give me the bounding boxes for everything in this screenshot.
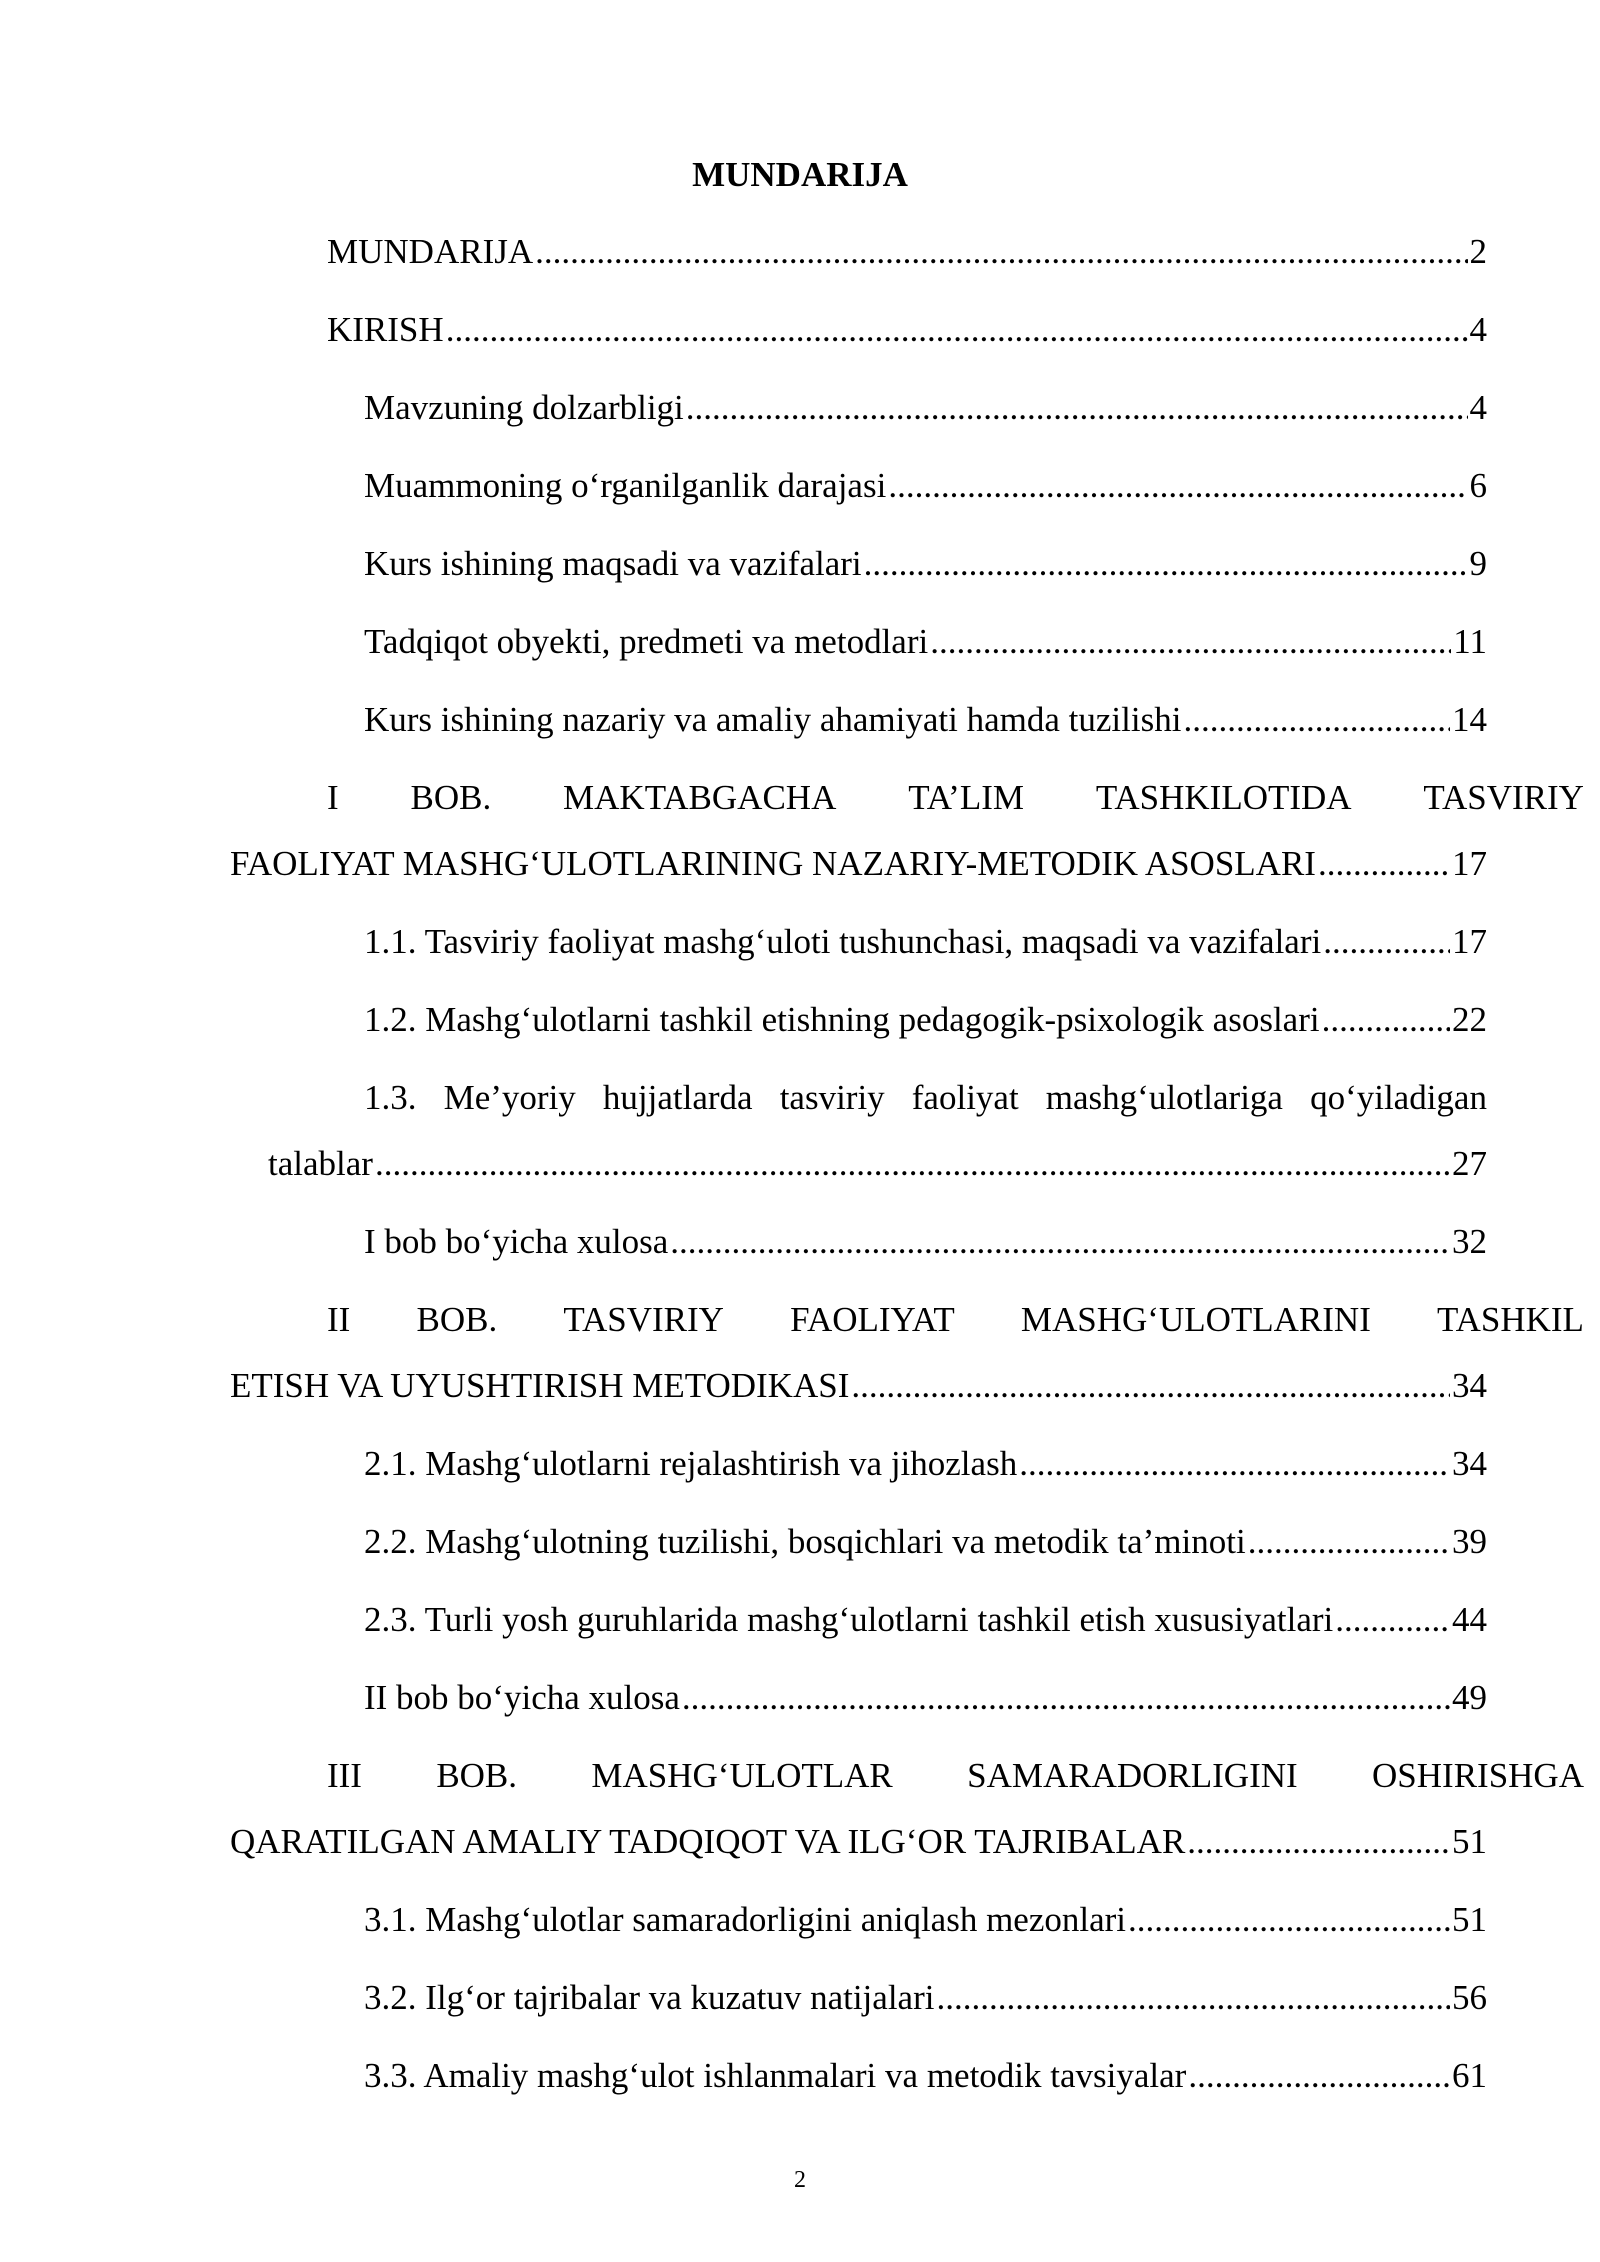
dot-leader — [936, 1976, 1450, 2020]
dot-leader — [1019, 1442, 1450, 1486]
toc-page-number: 14 — [1452, 700, 1487, 739]
chapter-heading-line — [230, 1754, 1584, 1798]
toc-entry-kirish[interactable] — [327, 308, 1487, 352]
heading-word: OSHIRISHGA — [1372, 1756, 1584, 1795]
toc-entry-3-1[interactable] — [364, 1898, 1487, 1942]
page-number-footer: 2 — [794, 2167, 806, 2193]
entry-word: hujjatlarda — [602, 1078, 753, 1117]
toc-entry-label: ETISH VA UYUSHTIRISH METODIKASI — [230, 1366, 850, 1405]
toc-entry-2-2[interactable] — [364, 1520, 1487, 1564]
toc-entry-label: II bob bo‘yicha xulosa — [364, 1678, 680, 1717]
toc-entry-mundarija[interactable] — [327, 230, 1487, 274]
chapter-heading-line — [230, 1298, 1584, 1342]
toc-page-number: 4 — [1469, 388, 1487, 427]
entry-word: 1.3. — [364, 1078, 417, 1117]
toc-page-number: 49 — [1452, 1678, 1487, 1717]
dot-leader — [1128, 1898, 1450, 1942]
entry-word: tasviriy — [779, 1078, 885, 1117]
heading-word: TASVIRIY — [1423, 778, 1584, 817]
heading-word: TASHKIL — [1437, 1300, 1584, 1339]
toc-page-number: 27 — [1452, 1144, 1487, 1183]
toc-chapter-1[interactable] — [230, 776, 1584, 886]
toc-entry-dolzarblik[interactable] — [364, 386, 1487, 430]
heading-word: BOB. — [416, 1300, 498, 1339]
entry-word: mashg‘ulotlariga — [1045, 1078, 1283, 1117]
toc-entry-label: I bob bo‘yicha xulosa — [364, 1222, 669, 1261]
dot-leader — [670, 1220, 1450, 1264]
dot-leader — [1187, 1820, 1450, 1864]
toc-entry-label: 2.1. Mashg‘ulotlarni rejalashtirish va jihozlash — [364, 1444, 1018, 1483]
toc-page-number: 34 — [1452, 1366, 1487, 1405]
heading-word: MAKTABGACHA — [563, 778, 837, 817]
dot-leader — [446, 308, 1468, 352]
toc-entry-label: MUNDARIJA — [327, 232, 534, 271]
entry-line — [364, 1076, 1487, 1120]
toc-page-number: 17 — [1452, 922, 1487, 961]
dot-leader — [1322, 998, 1450, 1042]
chapter-heading-line — [230, 776, 1584, 820]
dot-leader — [375, 1142, 1450, 1186]
toc-entry-3-2[interactable] — [364, 1976, 1487, 2020]
heading-word: TASVIRIY — [563, 1300, 724, 1339]
toc-entry-label: 1.1. Tasviriy faoliyat mashg‘uloti tushunchasi, maqsadi va vazifalari — [364, 922, 1322, 961]
toc-entry-label: FAOLIYAT MASHG‘ULOTLARINING NAZARIY-METODIK ASOSLARI — [230, 844, 1316, 883]
dot-leader — [1188, 2054, 1450, 2098]
toc-page-number: 11 — [1453, 622, 1487, 661]
dot-leader — [535, 230, 1467, 274]
entry-word: qo‘yiladigan — [1310, 1078, 1487, 1117]
toc-page-number: 22 — [1452, 1000, 1487, 1039]
dot-leader — [888, 464, 1467, 508]
heading-word: III — [327, 1756, 362, 1795]
toc-entry-1-xulosa[interactable] — [364, 1220, 1487, 1264]
toc-entry-label: Tadqiqot obyekti, predmeti va metodlari — [364, 622, 929, 661]
dot-leader — [1323, 920, 1450, 964]
toc-entry-3-3[interactable] — [364, 2054, 1487, 2098]
toc-page-number: 51 — [1452, 1822, 1487, 1861]
toc-page-number: 2 — [1469, 232, 1487, 271]
heading-word: FAOLIYAT — [790, 1300, 955, 1339]
toc-page-number: 34 — [1452, 1444, 1487, 1483]
toc-entry-label: talablar — [268, 1144, 373, 1183]
toc-entry-label: 1.2. Mashg‘ulotlarni tashkil etishning pedagogik-psixologik asoslari — [364, 1000, 1320, 1039]
heading-word: MASHG‘ULOTLARINI — [1020, 1300, 1371, 1339]
page-title: MUNDARIJA — [692, 155, 908, 194]
heading-word: BOB. — [436, 1756, 518, 1795]
toc-entry-label: 3.3. Amaliy mashg‘ulot ishlanmalari va metodik tavsiyalar — [364, 2056, 1187, 2095]
toc-entry-maqsad[interactable] — [364, 542, 1487, 586]
dot-leader — [1248, 1520, 1450, 1564]
toc-page-number: 39 — [1452, 1522, 1487, 1561]
toc-entry-1-3[interactable] — [268, 1076, 1487, 1186]
toc-entry-obyekt[interactable] — [364, 620, 1487, 664]
dot-leader — [930, 620, 1451, 664]
toc-entry-label: Kurs ishining nazariy va amaliy ahamiyati hamda tuzilishi — [364, 700, 1182, 739]
toc-chapter-2[interactable] — [230, 1298, 1584, 1408]
toc-page-number: 4 — [1469, 310, 1487, 349]
heading-word: BOB. — [410, 778, 492, 817]
toc-entry-2-xulosa[interactable] — [364, 1676, 1487, 1720]
toc-chapter-3[interactable] — [230, 1754, 1584, 1864]
toc-entry-organilganlik[interactable] — [364, 464, 1487, 508]
toc-page-number: 61 — [1452, 2056, 1487, 2095]
dot-leader — [1335, 1598, 1450, 1642]
toc-page-number: 6 — [1469, 466, 1487, 505]
entry-word: faoliyat — [911, 1078, 1019, 1117]
toc-entry-label: Muammoning o‘rganilganlik darajasi — [364, 466, 887, 505]
toc-entry-label: QARATILGAN AMALIY TADQIQOT VA ILG‘OR TAJRIBALAR — [230, 1822, 1186, 1861]
toc-entry-label: 3.1. Mashg‘ulotlar samaradorligini aniqlash mezonlari — [364, 1900, 1127, 1939]
toc-page-number: 9 — [1469, 544, 1487, 583]
heading-word: II — [327, 1300, 351, 1339]
heading-word: MASHG‘ULOTLAR — [591, 1756, 893, 1795]
toc-entry-label: 3.2. Ilg‘or tajribalar va kuzatuv natijalari — [364, 1978, 935, 2017]
heading-word: TA’LIM — [908, 778, 1024, 817]
dot-leader — [851, 1364, 1450, 1408]
toc-entry-label: Kurs ishining maqsadi va vazifalari — [364, 544, 862, 583]
dot-leader — [1183, 698, 1450, 742]
toc-entry-ahamiyat[interactable] — [364, 698, 1487, 742]
dot-leader — [864, 542, 1468, 586]
toc-entry-label: 2.2. Mashg‘ulotning tuzilishi, bosqichlari va metodik ta’minoti — [364, 1522, 1246, 1561]
toc-page-number: 17 — [1452, 844, 1487, 883]
dot-leader — [1318, 842, 1450, 886]
toc-page-number: 44 — [1452, 1600, 1487, 1639]
toc-entry-2-1[interactable] — [364, 1442, 1487, 1486]
toc-page-number: 32 — [1452, 1222, 1487, 1261]
toc-page-number: 56 — [1452, 1978, 1487, 2017]
toc-entry-label: 2.3. Turli yosh guruhlarida mashg‘ulotlarni tashkil etish xususiyatlari — [364, 1600, 1334, 1639]
heading-word: SAMARADORLIGINI — [967, 1756, 1298, 1795]
toc-entry-label: KIRISH — [327, 310, 444, 349]
table-of-contents — [0, 230, 1600, 2098]
heading-word: I — [327, 778, 339, 817]
entry-word: Me’yoriy — [443, 1078, 576, 1117]
dot-leader — [682, 1676, 1450, 1720]
toc-page-number: 51 — [1452, 1900, 1487, 1939]
heading-word: TASHKILOTIDA — [1095, 778, 1352, 817]
toc-entry-1-2[interactable] — [364, 998, 1487, 1042]
toc-entry-label: Mavzuning dolzarbligi — [364, 388, 684, 427]
toc-entry-1-1[interactable] — [364, 920, 1487, 964]
dot-leader — [686, 386, 1468, 430]
toc-entry-2-3[interactable] — [364, 1598, 1487, 1642]
